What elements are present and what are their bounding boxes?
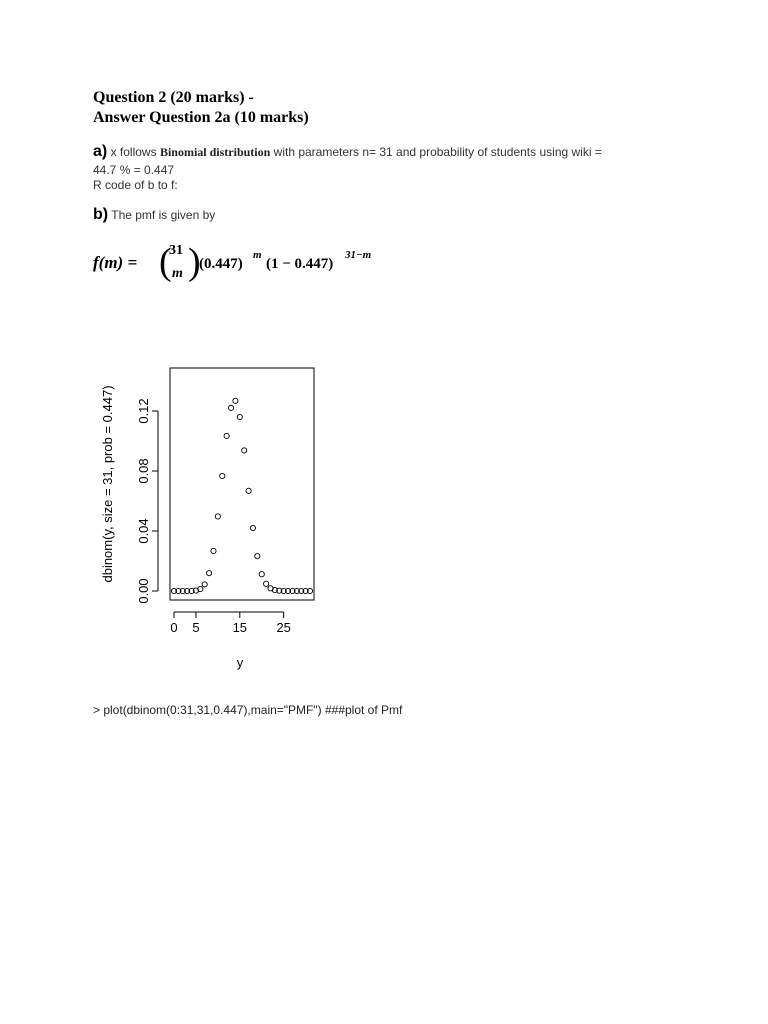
part-a-letter: a) — [93, 143, 108, 160]
part-a-line2: 44.7 % = 0.447 — [93, 163, 175, 177]
data-point — [237, 414, 242, 419]
data-point — [233, 398, 238, 403]
y-tick-label: 0.04 — [136, 518, 151, 544]
pmf-formula — [93, 236, 393, 286]
data-point — [259, 572, 264, 577]
data-point — [228, 405, 233, 410]
data-point — [250, 525, 255, 530]
y-tick-label: 0.12 — [136, 398, 151, 424]
y-tick-label: 0.08 — [136, 458, 151, 484]
formula-right-paren: ) — [188, 241, 201, 283]
data-point — [224, 433, 229, 438]
part-a-line3: R code of b to f: — [93, 178, 178, 192]
r-code-line: > plot(dbinom(0:31,31,0.447),main="PMF") ###plot of Pmf — [93, 703, 403, 717]
part-b-letter: b) — [93, 206, 109, 223]
formula-lhs: f(m) = — [93, 253, 138, 272]
part-a-line1 — [93, 145, 602, 159]
formula-p-term: (0.447) — [199, 256, 243, 272]
data-point — [264, 581, 269, 586]
plot-frame — [170, 368, 314, 600]
part-b-text: The pmf is given by — [111, 208, 216, 222]
x-tick-label: 15 — [232, 620, 248, 635]
pmf-scatter-plot — [92, 360, 332, 680]
x-tick-label: 0 — [170, 620, 178, 635]
data-point — [255, 554, 260, 559]
x-tick-label: 5 — [192, 620, 200, 635]
data-point — [220, 473, 225, 478]
part-b-line — [93, 208, 215, 222]
y-tick-label: 0.00 — [136, 578, 151, 604]
y-axis-label: dbinom(y, size = 31, prob = 0.447) — [100, 385, 115, 583]
formula-q-term: (1 − 0.447) — [266, 256, 334, 272]
data-point — [211, 548, 216, 553]
data-point — [206, 571, 211, 576]
part-a-text-after: with parameters n= 31 and probability of students using wiki = — [273, 145, 602, 159]
data-point — [215, 514, 220, 519]
data-point — [246, 488, 251, 493]
formula-p-exp: m — [253, 249, 262, 261]
question-heading: Question 2 (20 marks) - — [93, 89, 254, 106]
formula-q-exp: 31−m — [345, 249, 372, 261]
data-point — [202, 582, 207, 587]
data-point — [242, 448, 247, 453]
formula-left-paren: ( — [159, 241, 172, 283]
formula-binom-top: 31 — [169, 243, 183, 258]
x-tick-label: 25 — [276, 620, 291, 635]
answer-heading: Answer Question 2a (10 marks) — [93, 109, 309, 126]
x-axis-label: y — [236, 655, 244, 670]
part-a-text-before: x follows — [110, 145, 157, 159]
formula-binom-bottom: m — [172, 266, 183, 281]
binomial-term: Binomial distribution — [159, 145, 271, 159]
